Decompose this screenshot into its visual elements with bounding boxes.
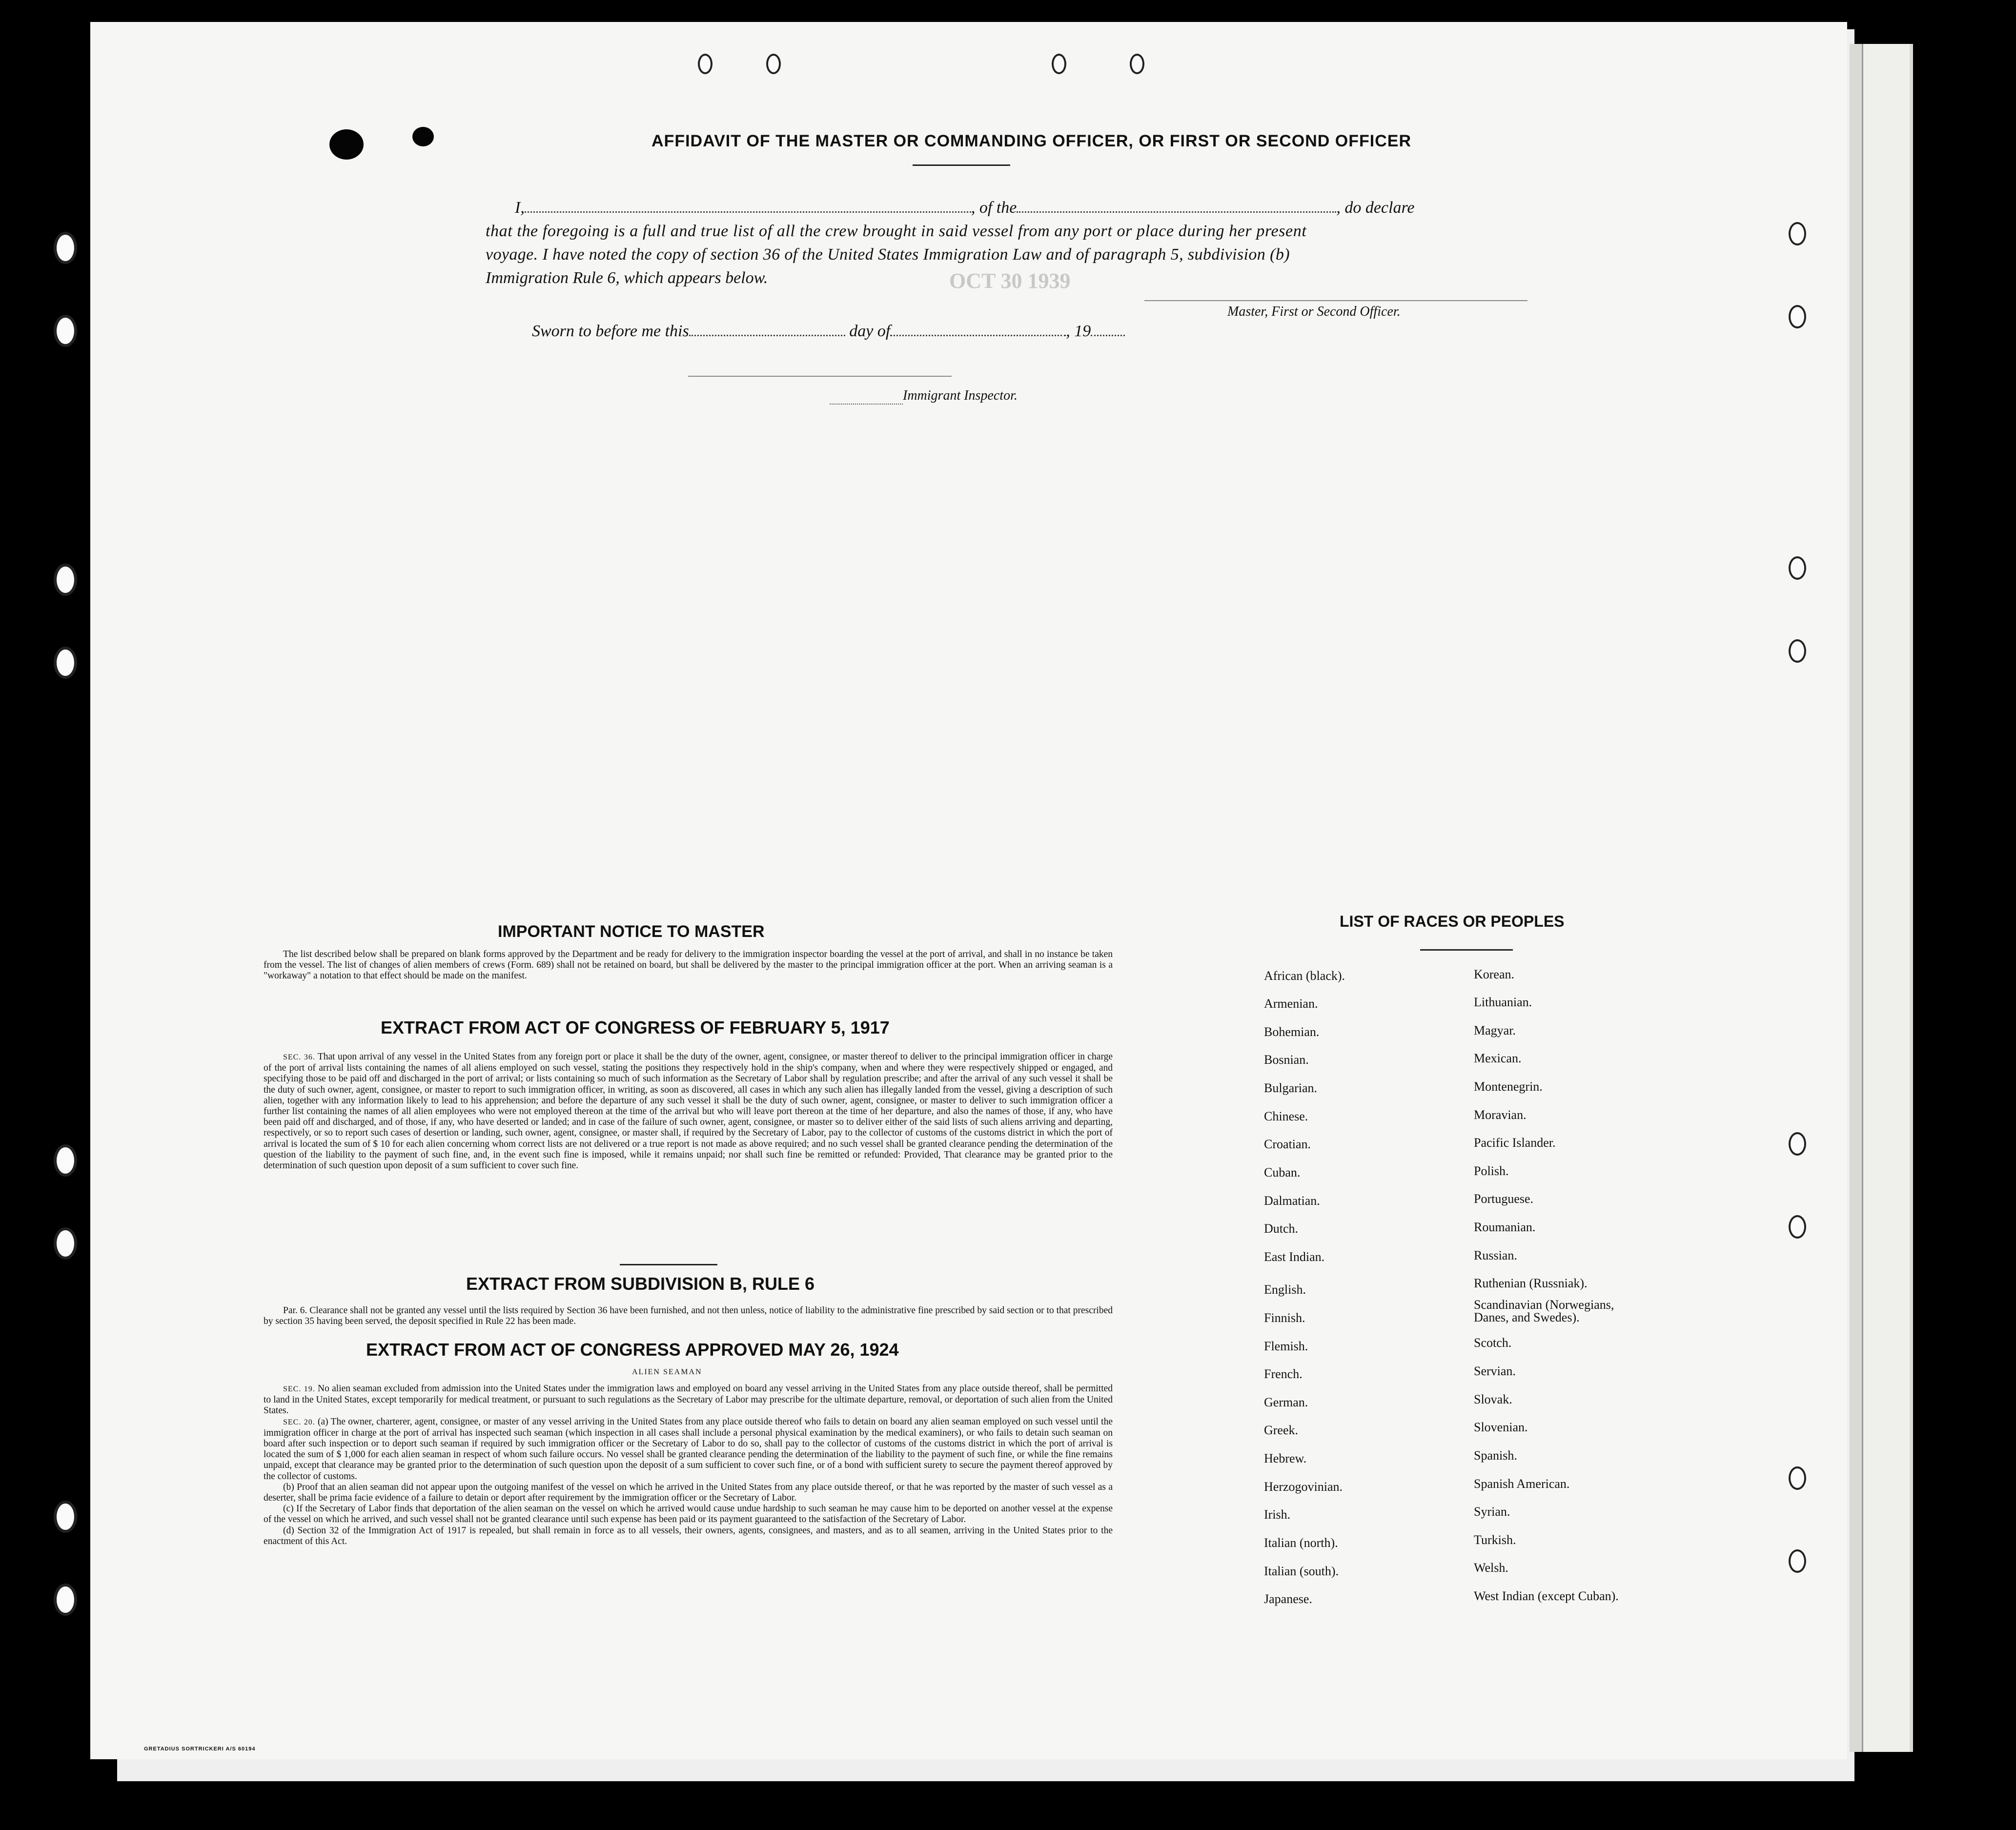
races-title-rule [1420,949,1513,951]
race-col1-item: Bulgarian. [1264,1081,1318,1095]
race-col1-item: Hebrew. [1264,1451,1307,1465]
section-20b-paragraph [264,1482,1113,1504]
bleed-through-stamp: OCT 30 1939 [949,269,1071,293]
binding-hole [1789,556,1806,580]
binding-hole [1789,1466,1806,1490]
binding-hole [54,1501,77,1533]
race-col1-item: French. [1264,1367,1303,1381]
extract-1924-title: EXTRACT FROM ACT OF CONGRESS APPROVED MAY 26, 1924 [366,1340,899,1360]
race-col1-item: Croatian. [1264,1137,1311,1151]
binding-hole [54,1584,77,1616]
race-col2-item: Mexican. [1474,1051,1522,1065]
race-col1-item: Bohemian. [1264,1025,1320,1039]
race-col1-item: Greek. [1264,1423,1299,1437]
race-col1-item: Finnish. [1264,1311,1305,1325]
punch-hole [766,54,781,74]
race-col1-item: Bosnian. [1264,1053,1309,1067]
day-of-text: day of [849,322,891,340]
master-caption: Master, First or Second Officer. [1227,304,1401,319]
race-col1-item: Flemish. [1264,1339,1308,1353]
par-6-label: Par. 6. [283,1305,307,1316]
affidavit-title: AFFIDAVIT OF THE MASTER OR COMMANDING OFFICER, OR FIRST OR SECOND OFFICER [652,132,1411,150]
race-col2-item: Scandinavian (Norwegians, Danes, and Swedes). [1474,1298,1614,1324]
race-col1-item: East Indian. [1264,1250,1325,1264]
race-col1-item: Dutch. [1264,1221,1299,1236]
race-col2-item: Korean. [1474,967,1515,981]
race-col1-item: Irish. [1264,1507,1291,1522]
race-col2-item: Portuguese. [1474,1192,1534,1206]
section-19-text: No alien seaman excluded from admission into the United States under the immigration laws and employed on board any vessel arriving in the United States from any place outside thereof, shall be permitted to land in the United States, except temporarily for medical treatment, or pursuant to such regulations as the Secretary of Labor may prescribe for the ultimate departure, removal, or deportation of such alien from the United States. [264,1383,1113,1416]
race-col2-item: Servian. [1474,1364,1516,1378]
section-20a-paragraph [264,1417,1113,1482]
race-col1-item: Japanese. [1264,1592,1312,1606]
notice-title: IMPORTANT NOTICE TO MASTER [498,922,765,941]
race-col1-item: Cuban. [1264,1165,1301,1179]
race-col1-item: Italian (south). [1264,1564,1339,1578]
affidavit-do-declare: , do declare [1336,199,1415,217]
extract-rule6-paragraph [264,1305,1113,1327]
extract-1917-paragraph [264,1052,1113,1171]
race-col1-item: Herzogovinian. [1264,1480,1343,1494]
document-sheet [90,22,1847,1759]
race-col2-item: Lithuanian. [1474,995,1532,1009]
race-col2-item: Scotch. [1474,1336,1512,1350]
notice-text: The list described below shall be prepared on blank forms approved by the Department and be ready for delivery to the immigration inspector boarding the vessel at the port of arrival, and shall in no instance be taken from the vessel. The list of changes of alien members of crews (Form. 689) shall not be retained on board, but shall be delivered by the master to the principal immigration officer at the port. When an arriving seaman is a "workaway" a notation to that effect should be made on the manifest. [264,949,1113,981]
par-6-text: Clearance shall not be granted any vessel until the lists required by Section 36 have been furnished, and not then unless, notice of liability to the administrative fine prescribed by said section or to that prescribed by section 35 having been served, the deposit specified in Rule 22 has been made. [264,1305,1113,1327]
extract-1924-body [264,1383,1113,1547]
race-col2-item: Slovenian. [1474,1420,1528,1434]
race-col2-item: Ruthenian (Russniak). [1474,1276,1588,1290]
title-rule [913,164,1010,166]
race-col2-item: Moravian. [1474,1108,1527,1122]
binding-hole [1789,1215,1806,1239]
punch-hole [698,54,713,74]
race-col2-item: Spanish. [1474,1448,1517,1463]
affidavit-i: I, [515,199,525,217]
day-blank [689,322,845,336]
section-19-paragraph [264,1383,1113,1417]
binding-hole [1789,305,1806,328]
race-col1-item: German. [1264,1395,1308,1409]
section-20a-text: (a) The owner, charterer, agent, consignee, or master of any vessel arriving in the United States from any place outside thereof who fails to detain on board any alien seaman employed on such vessel until the immigration officer in charge at the port of arrival has inspected such seaman (which inspection in all cases shall include a personal physical examination by the medical examiners), or who fails to detain such seaman on board after such inspection or to deport such seaman if required by such immigration officer or the Secretary of Labor to do so, shall pay to the collector of customs of the customs district in which the port of arrival is located the sum of $ 1,000 for each alien seaman in respect of whom such failure occurs. No vessel shall be granted clearance pending the determination of the liability to the payment of such fine, or while the fine remains unpaid, except that clearance may be granted prior to the determination of such question upon the deposit of a sum sufficient to cover such fine, or of a bond with sufficient surety to secure the payment thereof approved by the collector of customs. [264,1416,1113,1482]
extract-1917-title: EXTRACT FROM ACT OF CONGRESS OF FEBRUARY 5, 1917 [381,1017,890,1037]
name-blank [525,199,971,213]
race-col2-item: Pacific Islander. [1474,1136,1556,1150]
section-36-text: That upon arrival of any vessel in the United States from any foreign port or place it shall be the duty of the owner, agent, consignee, or master thereof to deliver to the principal immigration officer in charge of the port of arrival lists containing the names of all aliens employed on such vessel, stating the positions they respectively hold in the ship's company, when and where they were respectively shipped or engaged, and specifying those to be paid off and discharged in the port of arrival; or lists containing so much of such information as the Secretary of Labor shall by regulation prescribe; and after the arrival of any such vessel it shall be the duty of such owner, agent, consignee, or master to report to such immigration officer, in writing, as soon as discovered, all cases in which any such alien has illegally landed from the vessel, giving a description of such alien, together with any information likely to lead to his apprehension; and before the departure of any such vessel it shall be the duty of such owner, agent, consignee, or master to deliver to such immigration officer a further list containing the names of all alien employees who were not employed thereon at the time of the arrival but who will leave port thereon at the time of her departure, and also the names of those, if any, who have been paid off and discharged, and of those, if any, who have deserted or landed; and in case of the failure of such owner, agent, consignee, or master so to deliver either of the said lists of such aliens arriving and departing, respectively, or so to report such cases of desertion or landing, such owner, agent, consignee, or master shall, if required by the Secretary of Labor, pay to the collector of customs of the customs district in which the port of arrival is located the sum of $ 10 for each alien concerning whom correct lists are not delivered or a true report is not made as above required; and no such vessel shall be granted clearance pending the determination of the question of the liability to the payment of such fine, and, in the event such fine is imposed, while it remains unpaid; nor shall such fine be remitted or refunded: Provided, That clearance may be granted prior to the determination of such question upon deposit of a sum sufficient to cover such fine. [264,1052,1113,1171]
affidavit-declaration-line [515,199,1415,217]
binding-hole [54,1227,77,1260]
binding-hole [54,1144,77,1177]
race-col2-item: Spanish American. [1474,1477,1570,1491]
inspector-dotted-line [830,404,903,405]
binding-tape [1862,44,1910,1752]
sworn-text: Sworn to before me this [532,322,689,340]
inspector-signature-line [688,376,952,377]
race-col2-item: Polish. [1474,1164,1509,1178]
year-prefix: , 19 [1066,322,1091,340]
affidavit-line-2: that the foregoing is a full and true list of all the crew brought in said vessel from any port or place during her present [486,222,1307,240]
vessel-blank [1017,199,1336,213]
race-col2-item: Montenegrin. [1474,1079,1543,1094]
race-col1-item: Italian (north). [1264,1536,1338,1550]
section-divider [620,1264,717,1265]
binding-hole [54,564,77,596]
binding-hole [1789,639,1806,663]
race-col2-item: Slovak. [1474,1392,1512,1406]
section-19-label: SEC. 19. [283,1385,315,1393]
ink-blot [329,129,364,160]
race-col1-item: Chinese. [1264,1109,1308,1123]
master-signature-line [1144,300,1527,301]
race-col2-item: Magyar. [1474,1023,1516,1037]
punch-hole [1052,54,1066,74]
punch-hole [1130,54,1144,74]
printer-imprint: GRETADIUS SORTRICKERI A/S 60194 [144,1746,256,1752]
ink-blot [412,127,434,146]
affidavit-line-4: Immigration Rule 6, which appears below. [486,269,768,287]
races-title: LIST OF RACES OR PEOPLES [1340,913,1565,930]
year-blank [1091,322,1125,336]
section-36-label: SEC. 36. [283,1053,315,1061]
affidavit-of-the: , of the [971,199,1017,217]
section-20-label: SEC. 20. [283,1418,315,1426]
race-col1-item: African (black). [1264,969,1345,983]
affidavit-line-3: voyage. I have noted the copy of section 36 of the United States Immigration Law and of paragraph 5, subdivision (b) [486,245,1290,264]
section-20d-paragraph [264,1525,1113,1547]
section-20b-text: (b) Proof that an alien seaman did not appear upon the outgoing manifest of the vessel on which he arrived in the United States from any place outside thereof, or that he was reported by the master of such vessel as a deserter, shall be prima facie evidence of a failure to detain or deport after requirement by the immigration officer or the Secretary of Labor. [264,1482,1113,1504]
race-col2-item: Syrian. [1474,1505,1510,1519]
binding-hole [54,315,77,347]
binding-hole [1789,1549,1806,1573]
extract-rule6-title: EXTRACT FROM SUBDIVISION B, RULE 6 [466,1274,815,1294]
binding-hole [1789,1132,1806,1156]
section-20c-text: (c) If the Secretary of Labor finds that deportation of the alien seaman on the vessel on which he arrived would cause undue hardship to such seaman he may cause him to be deported on another vessel at the expense of the vessel on which he arrived, and such vessel shall not be granted clearance until such expense has been paid or its payment guaranteed to the satisfaction of the Secretary of Labor. [264,1504,1113,1525]
race-col2-item: West Indian (except Cuban). [1474,1589,1619,1603]
sworn-line [532,322,1125,341]
alien-seaman-subtitle: ALIEN SEAMAN [632,1368,702,1376]
race-col1-item: English. [1264,1282,1306,1297]
inspector-caption: Immigrant Inspector. [903,388,1018,403]
race-col2-item: Welsh. [1474,1561,1508,1575]
month-blank [890,322,1066,336]
race-col1-item: Armenian. [1264,996,1318,1011]
section-20d-text: (d) Section 32 of the Immigration Act of 1917 is repealed, but shall remain in force as to all vessels, their owners, agents, consignees, and masters, and as to all seamen, arriving in the United States prior to the enactment of this Act. [264,1525,1113,1546]
binding-hole [54,232,77,264]
race-col2-item: Russian. [1474,1248,1517,1262]
section-20c-paragraph [264,1504,1113,1525]
race-col2-item: Roumanian. [1474,1220,1536,1234]
race-col1-item: Dalmatian. [1264,1194,1320,1208]
binding-hole [1789,222,1806,245]
race-col2-item: Turkish. [1474,1533,1516,1547]
binding-hole [54,647,77,679]
